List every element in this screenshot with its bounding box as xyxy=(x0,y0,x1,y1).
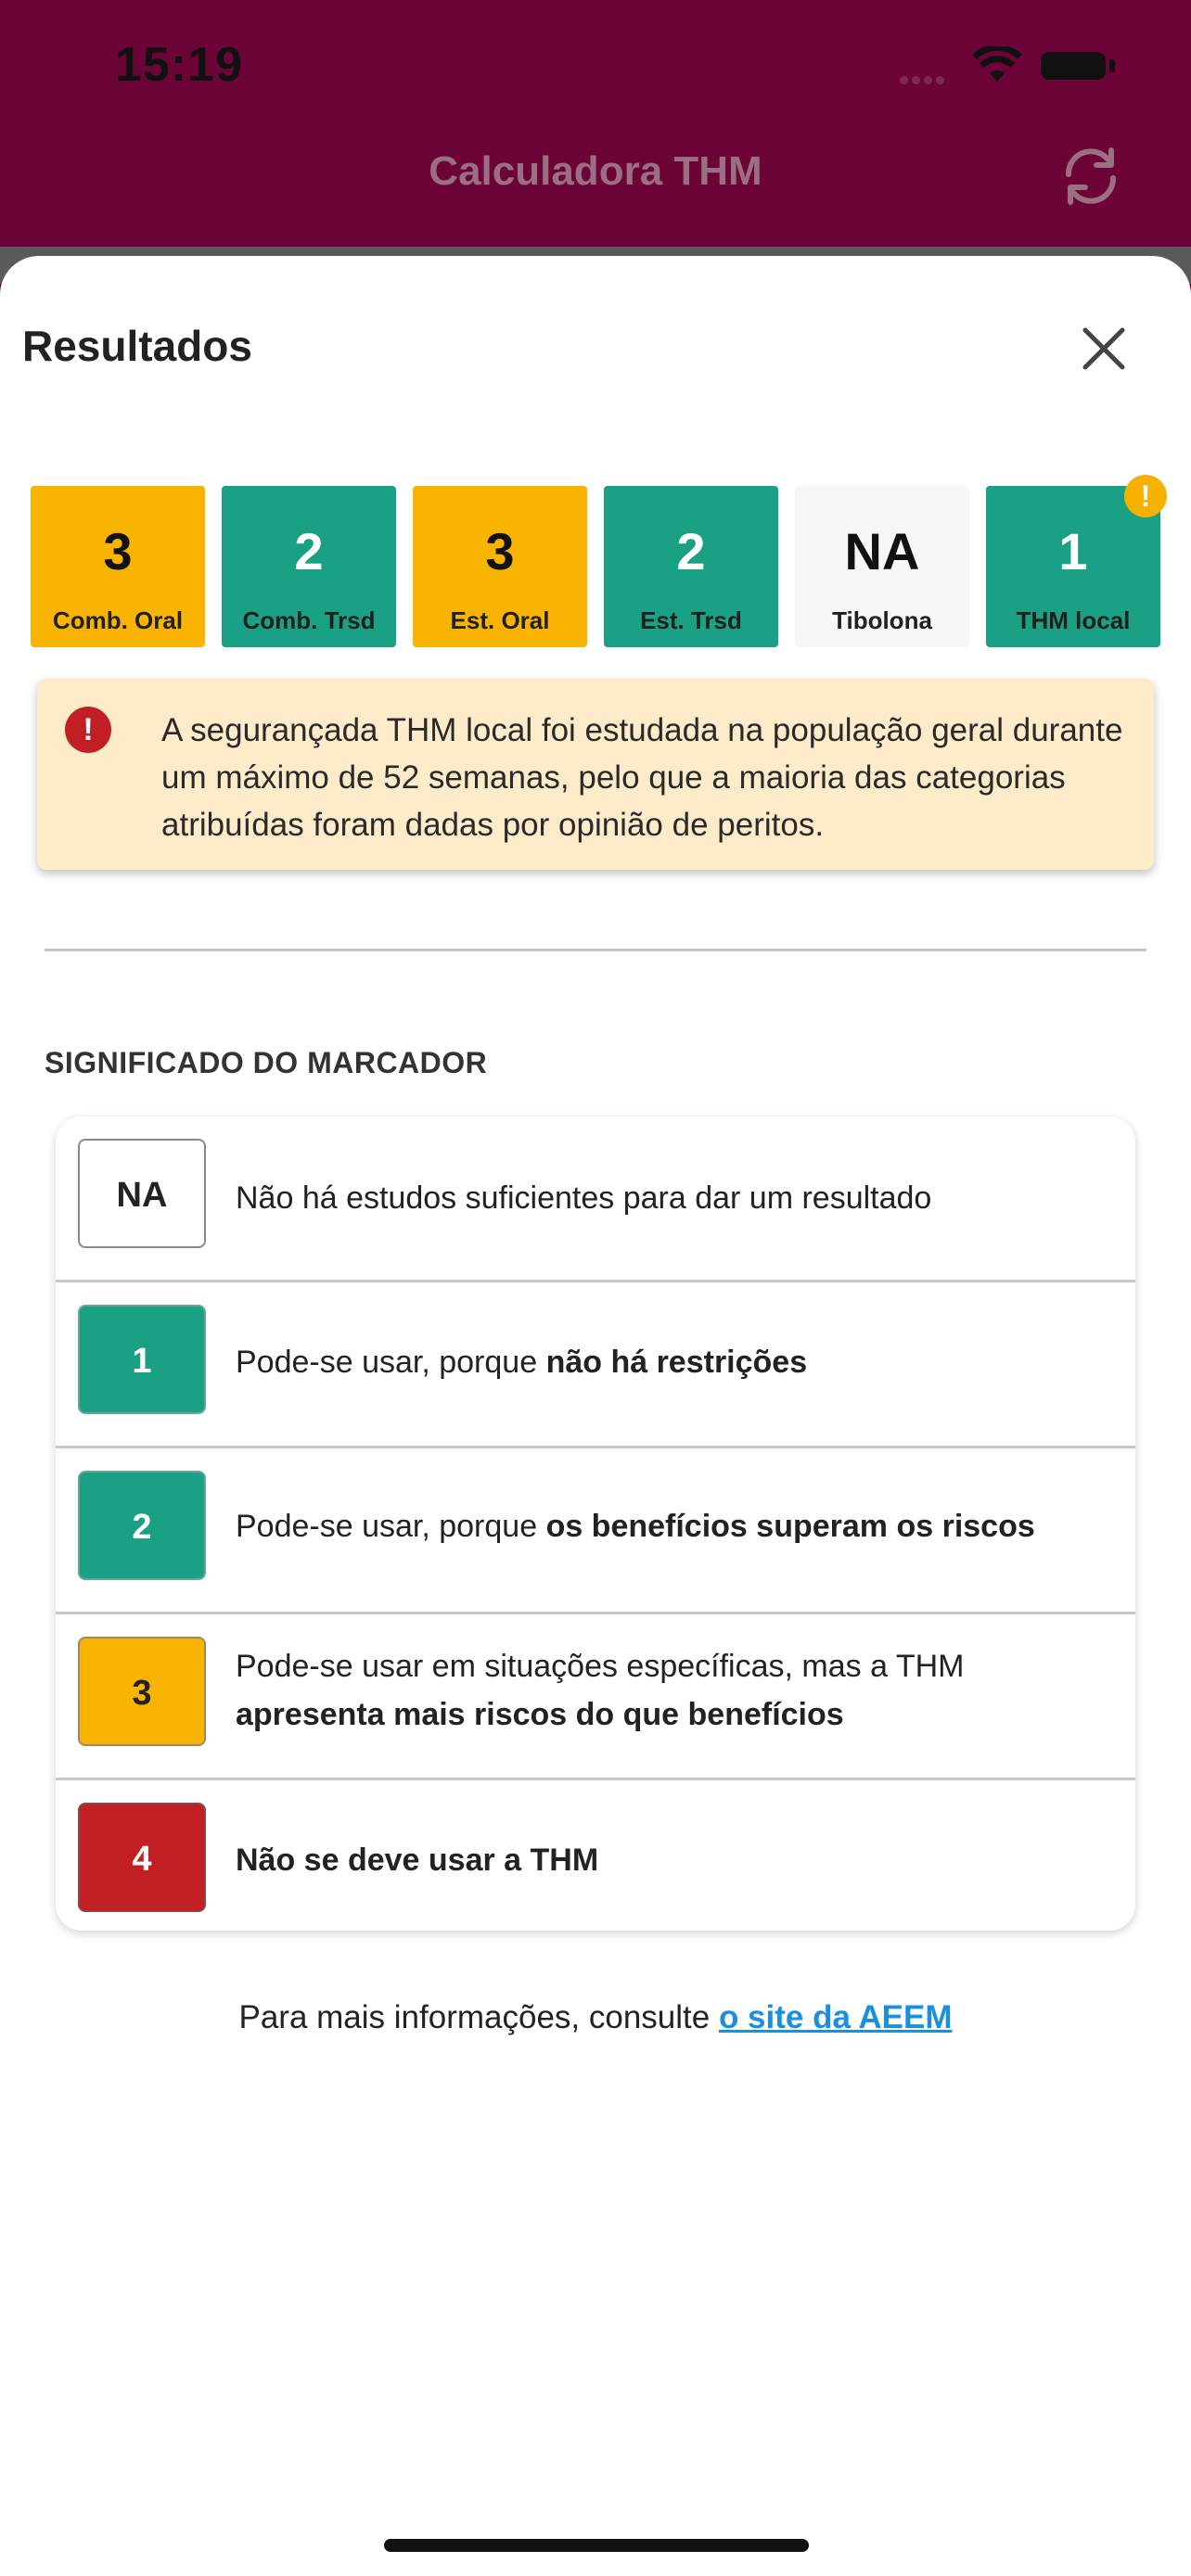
tile-comb-oral[interactable] xyxy=(31,486,205,647)
tile-value: NA xyxy=(844,522,920,580)
tile-value: 1 xyxy=(1058,522,1088,580)
status-time: 15:19 xyxy=(115,38,243,92)
refresh-icon[interactable] xyxy=(1054,139,1128,213)
footer xyxy=(0,1999,1191,2036)
legend-text-plain: Pode-se usar, porque xyxy=(236,1509,546,1544)
result-tiles xyxy=(31,486,1160,647)
legend-badge-na: NA xyxy=(78,1139,206,1248)
close-icon[interactable] xyxy=(1076,321,1132,376)
legend-text-bold: apresenta mais riscos do que benefícios xyxy=(236,1697,844,1732)
battery-icon xyxy=(1041,52,1106,80)
legend-text-bold: Não se deve usar a THM xyxy=(236,1843,599,1878)
divider xyxy=(45,949,1146,951)
legend-text-plain: Pode-se usar em situações específicas, mas a THM xyxy=(236,1649,965,1684)
legend-row-2 xyxy=(56,1448,1135,1612)
tile-label: Comb. Trsd xyxy=(242,606,376,634)
tile-label: Tibolona xyxy=(832,606,932,634)
tile-est-trsd[interactable] xyxy=(604,486,778,647)
legend-card xyxy=(56,1116,1135,1931)
battery-tip xyxy=(1109,59,1115,72)
legend-badge-2: 2 xyxy=(78,1471,206,1580)
cellular-signal-icon xyxy=(900,72,948,89)
info-alert xyxy=(37,679,1154,870)
legend-text-bold: não há restrições xyxy=(545,1345,808,1380)
legend-text-plain: Pode-se usar, porque xyxy=(236,1345,546,1380)
status-bar xyxy=(0,0,1191,130)
legend-text xyxy=(236,1174,1108,1222)
legend-text xyxy=(236,1642,1108,1739)
tile-label: Comb. Oral xyxy=(52,606,184,634)
legend-badge-4: 4 xyxy=(78,1803,206,1912)
tile-tibolona[interactable] xyxy=(795,486,969,647)
tile-value: 3 xyxy=(103,522,133,580)
legend-heading: SIGNIFICADO DO MARCADOR xyxy=(45,1046,488,1079)
legend-badge-3: 3 xyxy=(78,1637,206,1746)
alert-exclamation-icon: ! xyxy=(65,707,111,753)
tile-value: 2 xyxy=(676,522,706,580)
legend-text xyxy=(236,1836,1108,1884)
nav-title: Calculadora THM xyxy=(429,148,762,194)
tile-est-oral[interactable] xyxy=(413,486,587,647)
legend-row-4 xyxy=(56,1780,1135,1931)
sheet-title: Resultados xyxy=(22,322,252,370)
tile-value: 3 xyxy=(485,522,515,580)
legend-badge-1: 1 xyxy=(78,1305,206,1414)
wifi-icon xyxy=(972,46,1022,83)
footer-text: Para mais informações, consulte xyxy=(238,1999,719,2035)
legend-row-3 xyxy=(56,1614,1135,1778)
tile-label: THM local xyxy=(1016,606,1131,634)
tile-value: 2 xyxy=(294,522,324,580)
warning-badge-icon: ! xyxy=(1124,475,1167,517)
home-indicator[interactable] xyxy=(384,2539,809,2552)
legend-text xyxy=(236,1502,1108,1550)
tile-label: Est. Trsd xyxy=(640,606,742,634)
legend-row-1 xyxy=(56,1282,1135,1446)
legend-text-plain: Não há estudos suficientes para dar um resultado xyxy=(236,1180,932,1216)
tile-comb-trsd[interactable] xyxy=(222,486,396,647)
aeem-site-link[interactable]: o site da AEEM xyxy=(718,1999,953,2035)
alert-text: A segurançada THM local foi estudada na população geral durante um máximo de 52 semanas, pelo que a maioria das categorias atribuídas foram dadas por opinião de peritos. xyxy=(161,712,1123,843)
results-sheet xyxy=(0,256,1191,2576)
legend-row-na xyxy=(56,1116,1135,1280)
tile-label: Est. Oral xyxy=(450,606,550,634)
legend-text-bold: os benefícios superam os riscos xyxy=(545,1509,1035,1544)
legend-text xyxy=(236,1338,1108,1386)
